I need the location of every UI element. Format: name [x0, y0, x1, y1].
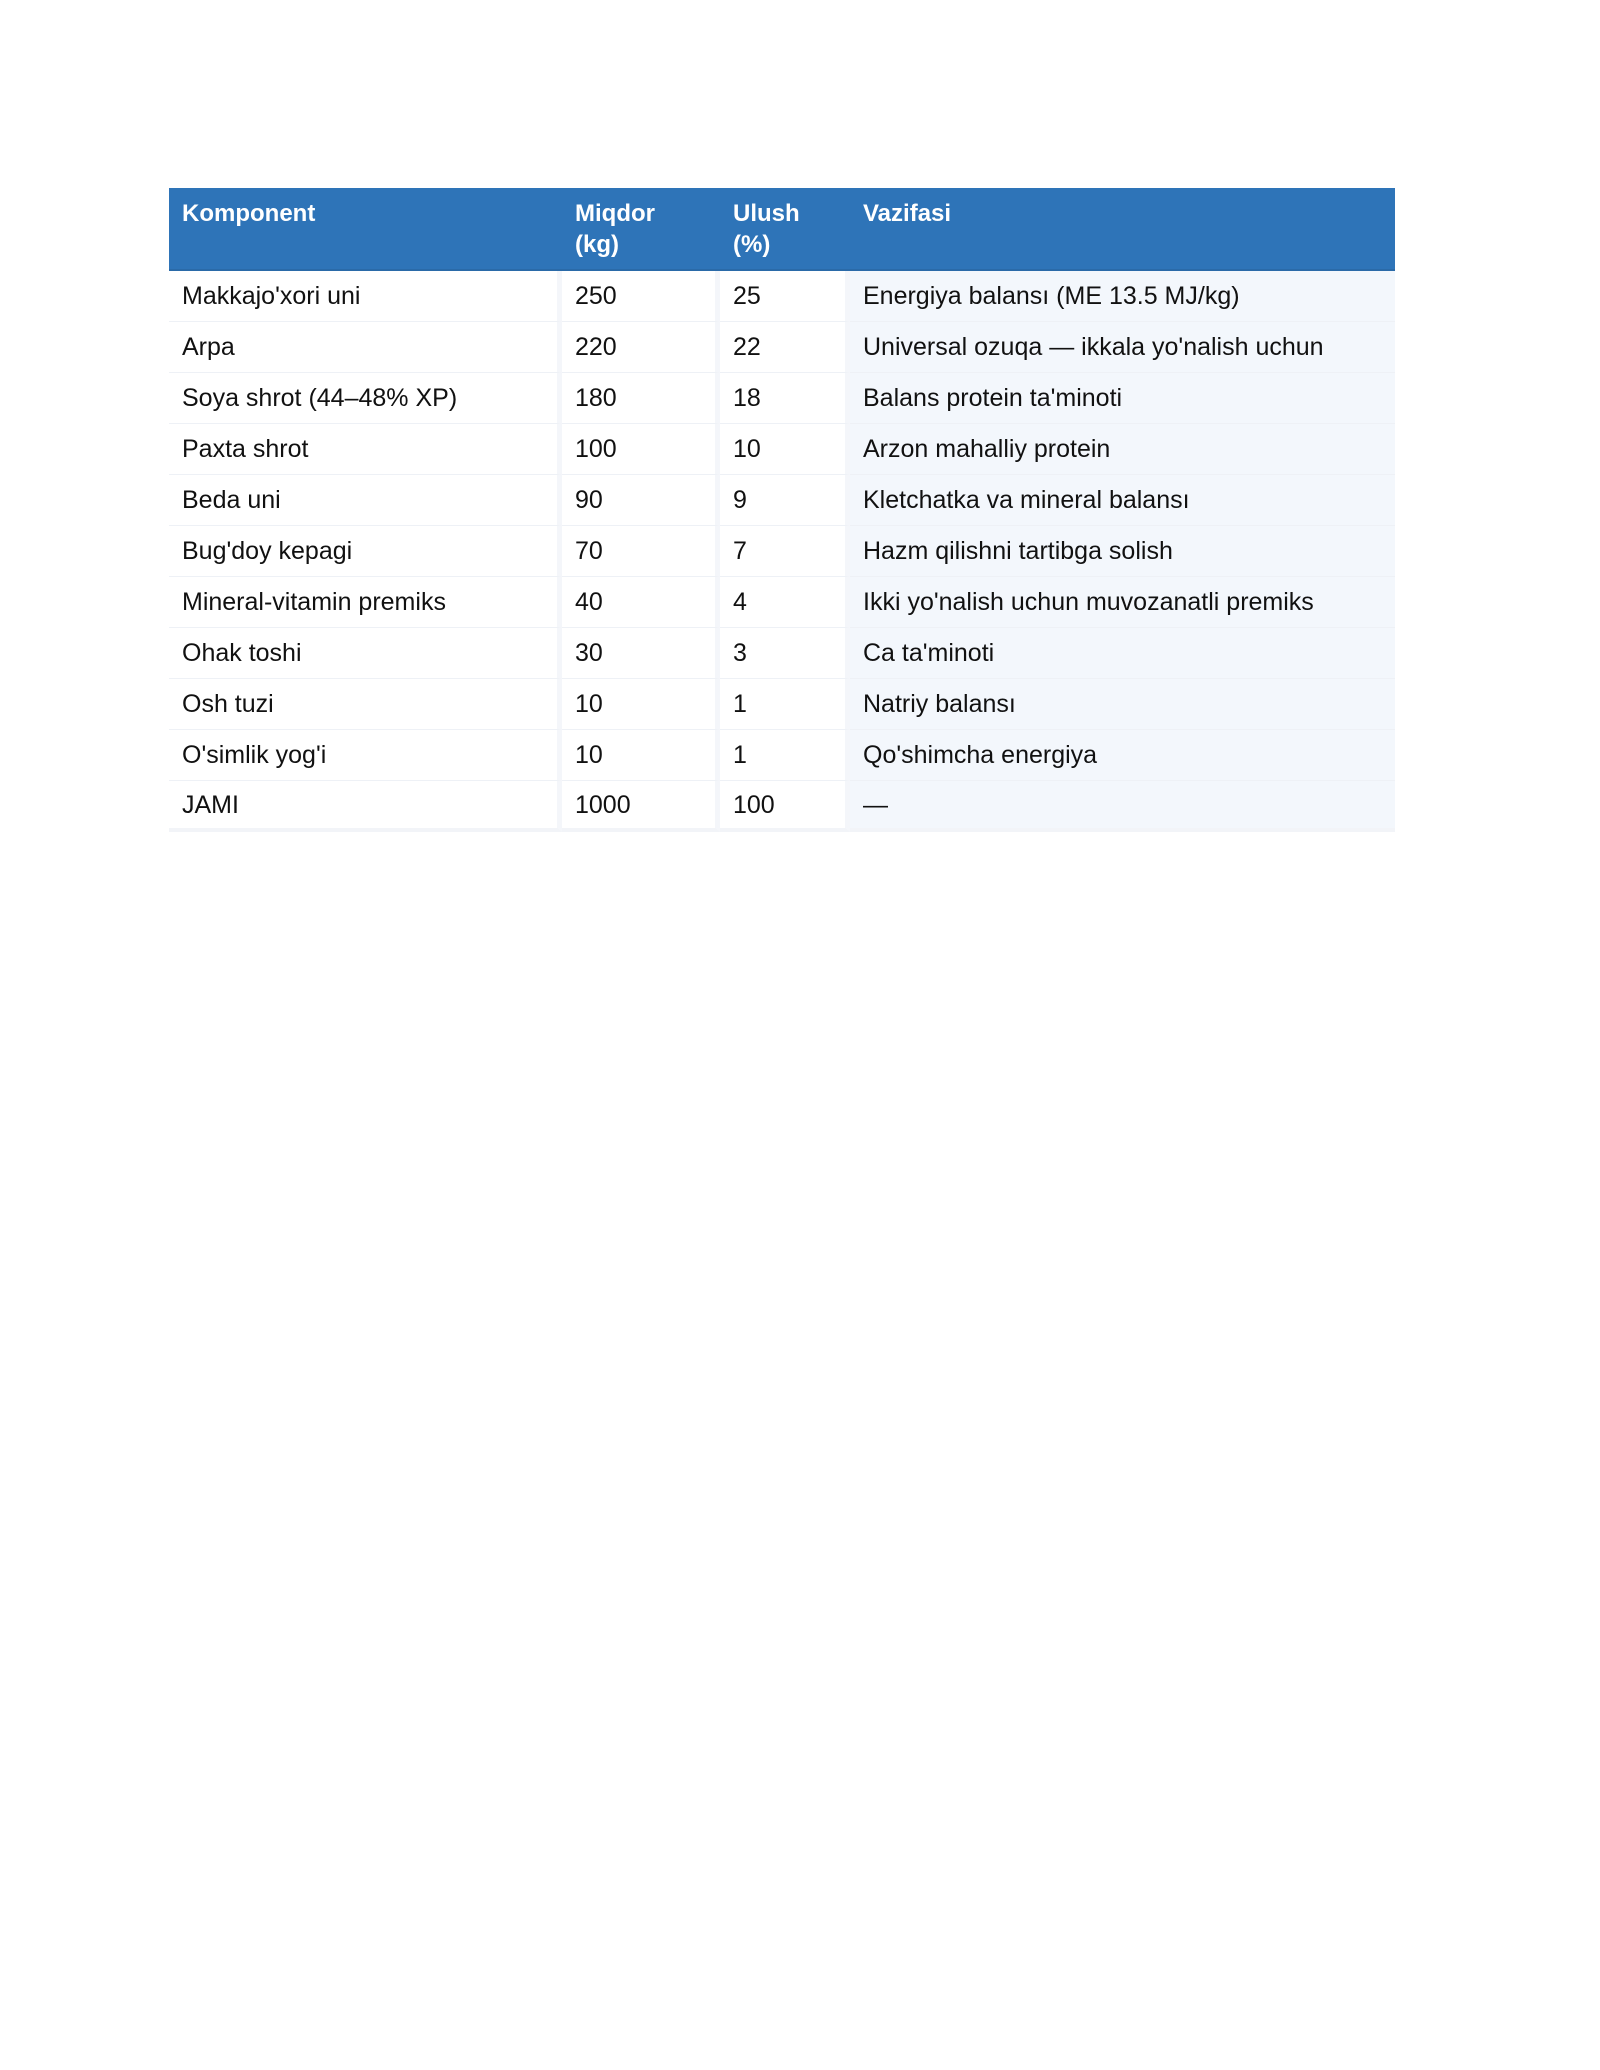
- header-miqdor-text: Miqdor: [575, 200, 655, 227]
- feed-composition-table: [169, 188, 1395, 832]
- function-cell: Universal ozuqa — ikkala yo'nalish uchun: [850, 322, 1395, 373]
- component-cell: Osh tuzi: [169, 679, 562, 730]
- share-cell: 100: [720, 781, 850, 832]
- table-row: [169, 271, 1395, 322]
- header-vazifasi: [850, 188, 1395, 271]
- quantity-cell: 250: [562, 271, 720, 322]
- table-row: [169, 679, 1395, 730]
- component-cell: Soya shrot (44–48% XP): [169, 373, 562, 424]
- component-cell: Bug'doy kepagi: [169, 526, 562, 577]
- header-komponent-text: Komponent: [182, 200, 316, 227]
- function-cell: —: [850, 781, 1395, 832]
- component-cell: Mineral-vitamin premiks: [169, 577, 562, 628]
- quantity-cell: 70: [562, 526, 720, 577]
- header-miqdor-unit: (kg): [575, 231, 619, 258]
- quantity-cell: 1000: [562, 781, 720, 832]
- table-row: [169, 577, 1395, 628]
- component-cell: Paxta shrot: [169, 424, 562, 475]
- quantity-cell: 180: [562, 373, 720, 424]
- share-cell: 1: [720, 679, 850, 730]
- table-row: [169, 424, 1395, 475]
- share-cell: 22: [720, 322, 850, 373]
- quantity-cell: 220: [562, 322, 720, 373]
- function-cell: Energiya balansı (ME 13.5 MJ/kg): [850, 271, 1395, 322]
- function-cell: Natriy balansı: [850, 679, 1395, 730]
- header-row: [169, 188, 1395, 271]
- share-cell: 3: [720, 628, 850, 679]
- component-cell: Makkajo'xori uni: [169, 271, 562, 322]
- quantity-cell: 40: [562, 577, 720, 628]
- table-row: [169, 475, 1395, 526]
- table-header: [169, 188, 1395, 271]
- component-cell: Beda uni: [169, 475, 562, 526]
- table-row: [169, 322, 1395, 373]
- function-cell: Ca ta'minoti: [850, 628, 1395, 679]
- share-cell: 1: [720, 730, 850, 781]
- header-vazifasi-text: Vazifasi: [863, 200, 952, 227]
- share-cell: 4: [720, 577, 850, 628]
- component-cell: O'simlik yog'i: [169, 730, 562, 781]
- quantity-cell: 90: [562, 475, 720, 526]
- component-cell: Ohak toshi: [169, 628, 562, 679]
- function-cell: Ikki yo'nalish uchun muvozanatli premiks: [850, 577, 1395, 628]
- share-cell: 7: [720, 526, 850, 577]
- share-cell: 18: [720, 373, 850, 424]
- function-cell: Kletchatka va mineral balansı: [850, 475, 1395, 526]
- table-body: [169, 271, 1395, 832]
- quantity-cell: 10: [562, 730, 720, 781]
- component-cell: Arpa: [169, 322, 562, 373]
- function-cell: Balans protein ta'minoti: [850, 373, 1395, 424]
- table-row: [169, 730, 1395, 781]
- total-row: [169, 781, 1395, 832]
- header-miqdor: [562, 188, 720, 271]
- header-ulush-unit: (%): [733, 231, 771, 258]
- table-row: [169, 373, 1395, 424]
- table-row: [169, 628, 1395, 679]
- function-cell: Arzon mahalliy protein: [850, 424, 1395, 475]
- share-cell: 10: [720, 424, 850, 475]
- header-ulush-text: Ulush: [733, 200, 800, 227]
- quantity-cell: 30: [562, 628, 720, 679]
- feed-composition-table-container: [169, 188, 1395, 832]
- share-cell: 9: [720, 475, 850, 526]
- quantity-cell: 10: [562, 679, 720, 730]
- function-cell: Hazm qilishni tartibga solish: [850, 526, 1395, 577]
- component-cell: JAMI: [169, 781, 562, 832]
- header-komponent: [169, 188, 562, 271]
- function-cell: Qo'shimcha energiya: [850, 730, 1395, 781]
- share-cell: 25: [720, 271, 850, 322]
- quantity-cell: 100: [562, 424, 720, 475]
- table-row: [169, 526, 1395, 577]
- header-ulush: [720, 188, 850, 271]
